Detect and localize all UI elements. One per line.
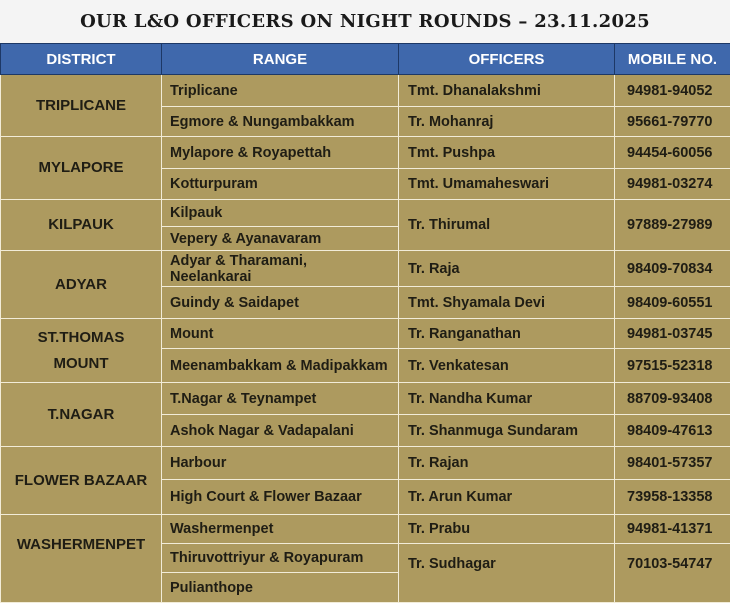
range-cell: Ashok Nagar & Vadapalani (162, 415, 399, 447)
table-row (1, 251, 730, 287)
mobile-cell: 88709-93408 (615, 383, 730, 415)
mobile-cell: 98409-70834 (615, 251, 730, 287)
officer-cell: Tr. Venkatesan (399, 349, 615, 383)
officer-cell: Tmt. Dhanalakshmi (399, 75, 615, 107)
mobile-cell: 98401-57357 (615, 447, 730, 480)
officers-column-header: OFFICERS (399, 44, 615, 75)
range-cell: Guindy & Saidapet (162, 287, 399, 319)
range-cell: Mylapore & Royapettah (162, 137, 399, 169)
mobile-column-header: MOBILE NO. (615, 44, 730, 75)
table-row (1, 383, 730, 415)
officer-cell: Tr. Shanmuga Sundaram (399, 415, 615, 447)
officer-cell: Tr. Rajan (399, 447, 615, 480)
mobile-cell: 98409-60551 (615, 287, 730, 319)
mobile-cell: 98409-47613 (615, 415, 730, 447)
table-row (1, 515, 730, 544)
officer-cell: Tmt. Umamaheswari (399, 169, 615, 200)
range-cell: Vepery & Ayanavaram (162, 227, 399, 251)
mobile-cell: 94981-41371 (615, 515, 730, 544)
officer-cell: Tr. Sudhagar (399, 544, 615, 603)
table-header-row (1, 44, 730, 75)
range-cell: Pulianthope (162, 573, 399, 603)
range-cell: Meenambakkam & Madipakkam (162, 349, 399, 383)
district-cell: ST.THOMAS MOUNT (1, 319, 162, 383)
district-cell: MYLAPORE (1, 137, 162, 200)
range-cell: Thiruvottriyur & Royapuram (162, 544, 399, 573)
officers-table (0, 43, 730, 603)
officer-cell: Tr. Arun Kumar (399, 480, 615, 515)
mobile-cell: 95661-79770 (615, 107, 730, 137)
range-cell: Harbour (162, 447, 399, 480)
mobile-cell: 97889-27989 (615, 200, 730, 251)
officer-cell: Tmt. Pushpa (399, 137, 615, 169)
mobile-cell: 94981-03745 (615, 319, 730, 349)
range-cell: Adyar & Tharamani, Neelankarai (162, 251, 399, 287)
officer-cell: Tr. Prabu (399, 515, 615, 544)
district-cell: ADYAR (1, 251, 162, 319)
mobile-cell: 70103-54747 (615, 544, 730, 603)
officer-cell: Tr. Mohanraj (399, 107, 615, 137)
table-row (1, 75, 730, 107)
range-cell: Washermenpet (162, 515, 399, 544)
table-row (1, 319, 730, 349)
mobile-cell: 94454-60056 (615, 137, 730, 169)
range-cell: Egmore & Nungambakkam (162, 107, 399, 137)
officer-cell: Tr. Nandha Kumar (399, 383, 615, 415)
table-row (1, 137, 730, 169)
district-cell: TRIPLICANE (1, 75, 162, 137)
officer-cell: Tr. Ranganathan (399, 319, 615, 349)
range-cell: High Court & Flower Bazaar (162, 480, 399, 515)
mobile-cell: 94981-94052 (615, 75, 730, 107)
range-cell: T.Nagar & Teynampet (162, 383, 399, 415)
district-cell: T.NAGAR (1, 383, 162, 447)
district-cell: KILPAUK (1, 200, 162, 251)
page-title: OUR L&O OFFICERS ON NIGHT ROUNDS – 23.11.2025 (0, 0, 730, 43)
range-cell: Kotturpuram (162, 169, 399, 200)
range-cell: Mount (162, 319, 399, 349)
district-cell: FLOWER BAZAAR (1, 447, 162, 515)
mobile-cell: 94981-03274 (615, 169, 730, 200)
mobile-cell: 73958-13358 (615, 480, 730, 515)
table-row (1, 447, 730, 480)
mobile-cell: 97515-52318 (615, 349, 730, 383)
district-column-header: DISTRICT (1, 44, 162, 75)
district-cell: WASHERMENPET (1, 515, 162, 603)
officer-cell: Tr. Thirumal (399, 200, 615, 251)
range-cell: Kilpauk (162, 200, 399, 227)
range-column-header: RANGE (162, 44, 399, 75)
table-row (1, 200, 730, 227)
officer-cell: Tr. Raja (399, 251, 615, 287)
officer-cell: Tmt. Shyamala Devi (399, 287, 615, 319)
range-cell: Triplicane (162, 75, 399, 107)
